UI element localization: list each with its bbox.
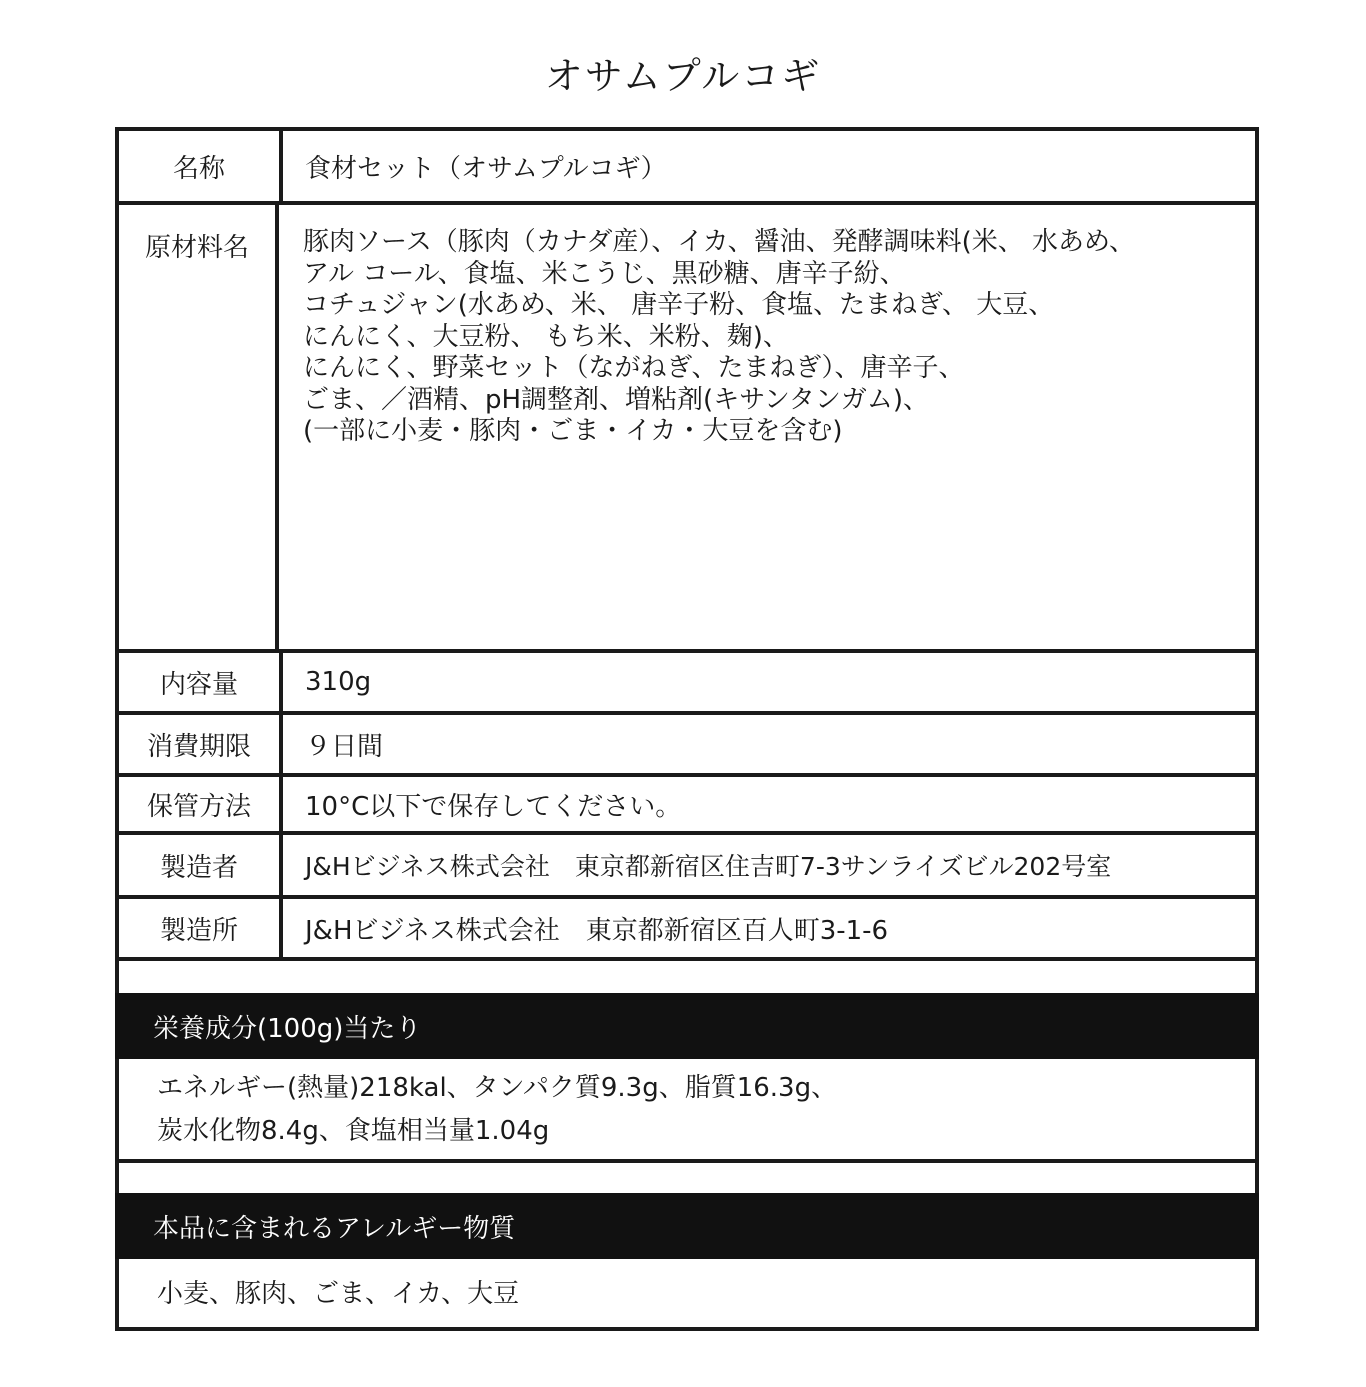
ingredients-line: アル コール、食塩、米こうじ、黒砂糖、唐辛子紛、 — [303, 258, 906, 289]
row-content — [119, 653, 1255, 715]
nutrition-line: エネルギー(熱量)218kal、タンパク質9.3g、脂質16.3g、 — [157, 1073, 838, 1103]
allergen-list: 小麦、豚肉、ごま、イカ、大豆 — [157, 1279, 520, 1309]
row-value-expiry: ９日間 — [305, 731, 384, 762]
row-label-ingredients — [119, 205, 279, 649]
row-label-content: 内容量 — [119, 653, 283, 711]
divider — [119, 1159, 1255, 1163]
row-value-name: 食材セット（オサムプルコギ） — [305, 153, 667, 184]
row-value-content: 310g — [305, 667, 372, 697]
label-table — [115, 127, 1259, 1331]
row-name — [119, 131, 1255, 205]
row-value-manufacturer: J&Hビジネス株式会社 東京都新宿区住吉町7-3サンライズビル202号室 — [305, 852, 1112, 881]
row-factory — [119, 899, 1255, 961]
row-label-factory: 製造所 — [119, 899, 283, 957]
ingredients-line: にんにく、大豆粉、 もち米、米粉、麹)、 — [303, 321, 789, 352]
ingredients-line: 豚肉ソース（豚肉（カナダ産）、イカ、醤油、発酵調味料(米、 水あめ、 — [303, 227, 1135, 257]
row-value-storage: 10°C以下で保存してください。 — [305, 791, 682, 822]
nutrition-facts — [157, 1067, 837, 1153]
nutrition-heading: 栄養成分(100g)当たり — [115, 993, 1259, 1059]
row-label-manufacturer: 製造者 — [119, 835, 283, 895]
ingredients-list — [283, 205, 1255, 649]
ingredients-label-text: 原材料名 — [144, 233, 249, 263]
table-bottom-border — [119, 1327, 1255, 1331]
ingredients-line: コチュジャン(水あめ、米、 唐辛子粉、食塩、たまねぎ、 大豆、 — [303, 290, 1055, 320]
row-expiry — [119, 715, 1255, 777]
row-manufacturer — [119, 835, 1255, 899]
ingredients-line: (一部に小麦・豚肉・ごま・イカ・大豆を含む) — [303, 416, 843, 446]
ingredients-line: にんにく、野菜セット（ながねぎ、たまねぎ）、唐辛子、 — [303, 353, 965, 383]
row-storage — [119, 777, 1255, 835]
page-title: オサムプルコギ — [544, 54, 822, 98]
row-label-storage: 保管方法 — [119, 777, 283, 831]
row-label-name: 名称 — [119, 131, 283, 201]
nutrition-line: 炭水化物8.4g、食塩相当量1.04g — [157, 1116, 550, 1146]
ingredients-line: ごま、／酒精、pH調整剤、増粘剤(キサンタンガム)、 — [303, 384, 930, 415]
row-ingredients — [119, 205, 1255, 653]
allergen-heading: 本品に含まれるアレルギー物質 — [115, 1193, 1259, 1259]
row-value-factory: J&Hビジネス株式会社 東京都新宿区百人町3-1-6 — [305, 915, 889, 946]
row-label-expiry: 消費期限 — [119, 715, 283, 773]
